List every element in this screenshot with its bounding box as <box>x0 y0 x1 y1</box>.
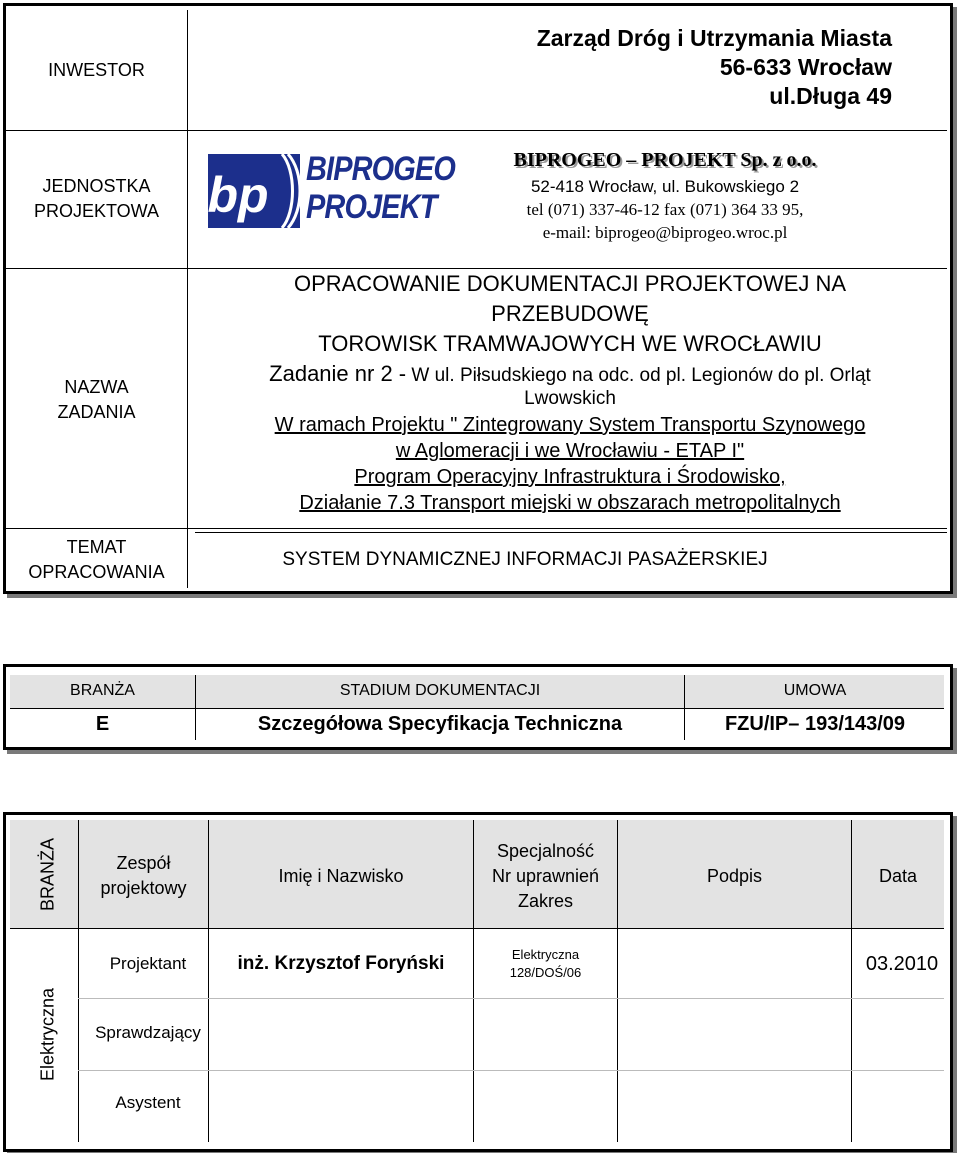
task-zadanie: Zadanie nr 2 - W ul. Piłsudskiego na odc. od pl. Legionów do pl. Orląt <box>269 361 871 386</box>
doc-header-branza: BRANŻA <box>70 682 135 699</box>
logo-text-2: PROJEKT <box>306 188 437 226</box>
project-description: W ramach Projektu " Zintegrowany System Transportu Szynowego w Aglomeracji i we Wrocławiu - ETAP I" Program Operacyjny Infrastruktura i Środowisko, Działanie 7.3 Transport miejski w obszarach metropolitalnych <box>274 414 866 514</box>
team-row-2-role: Sprawdzający <box>95 1023 201 1042</box>
nazwa-zadania-label: NAZWA ZADANIA <box>57 377 136 422</box>
logo-text-1: BIPROGEO <box>306 150 455 188</box>
team-header-data: Data <box>878 866 918 886</box>
team-row-1-spec: Elektryczna 128/DOŚ/06 <box>509 947 582 980</box>
inwestor-label: INWESTOR <box>48 60 145 80</box>
team-branza-value: Elektryczna <box>37 987 58 1082</box>
team-header-specjalnosc: Specjalność Nr uprawnień Zakres <box>491 841 600 911</box>
team-row-1-role: Projektant <box>109 954 187 973</box>
team-header-imie: Imię i Nazwisko <box>278 866 404 886</box>
doc-header-umowa: UMOWA <box>783 682 847 699</box>
team-row-1-date: 03.2010 <box>865 953 939 975</box>
temat-label: TEMAT OPRACOWANIA <box>28 537 165 582</box>
company-address: 52-418 Wrocław, ul. Bukowskiego 2 <box>530 177 800 196</box>
task-lwowskich: Lwowskich <box>524 388 616 409</box>
task-name: OPRACOWANIE DOKUMENTACJI PROJEKTOWEJ NA PRZEBUDOWĘ TOROWISK TRAMWAJOWYCH WE WROCŁAWIU <box>293 271 847 356</box>
company-phone: tel (071) 337-46-12 fax (071) 364 33 95, <box>526 200 804 219</box>
team-row-1-name: inż. Krzysztof Foryński <box>237 953 445 974</box>
doc-value-branza: E <box>95 713 110 735</box>
svg-text:bp: bp <box>208 167 269 223</box>
inwestor-value: Zarząd Dróg i Utrzymania Miasta 56-633 Wrocław ul.Długa 49 <box>536 25 892 109</box>
doc-value-stadium: Szczegółowa Specyfikacja Techniczna <box>257 713 623 735</box>
company-name: BIPROGEO – PROJEKT Sp. z o.o. <box>513 149 817 171</box>
jednostka-label: JEDNOSTKA PROJEKTOWA <box>33 176 159 221</box>
team-row-3-role: Asystent <box>115 1093 181 1112</box>
temat-value: SYSTEM DYNAMICZNEJ INFORMACJI PASAŻERSKIEJ <box>282 549 768 570</box>
doc-header-stadium: STADIUM DOKUMENTACJI <box>339 682 541 699</box>
biprogeo-logo <box>208 150 455 232</box>
team-header-zespol: Zespół projektowy <box>100 853 187 898</box>
team-header-branza: BRANŻA <box>37 838 58 912</box>
doc-value-umowa: FZU/IP– 193/143/09 <box>724 713 906 735</box>
team-header-podpis: Podpis <box>706 866 763 886</box>
company-email: e-mail: biprogeo@biprogeo.wroc.pl <box>542 223 788 242</box>
